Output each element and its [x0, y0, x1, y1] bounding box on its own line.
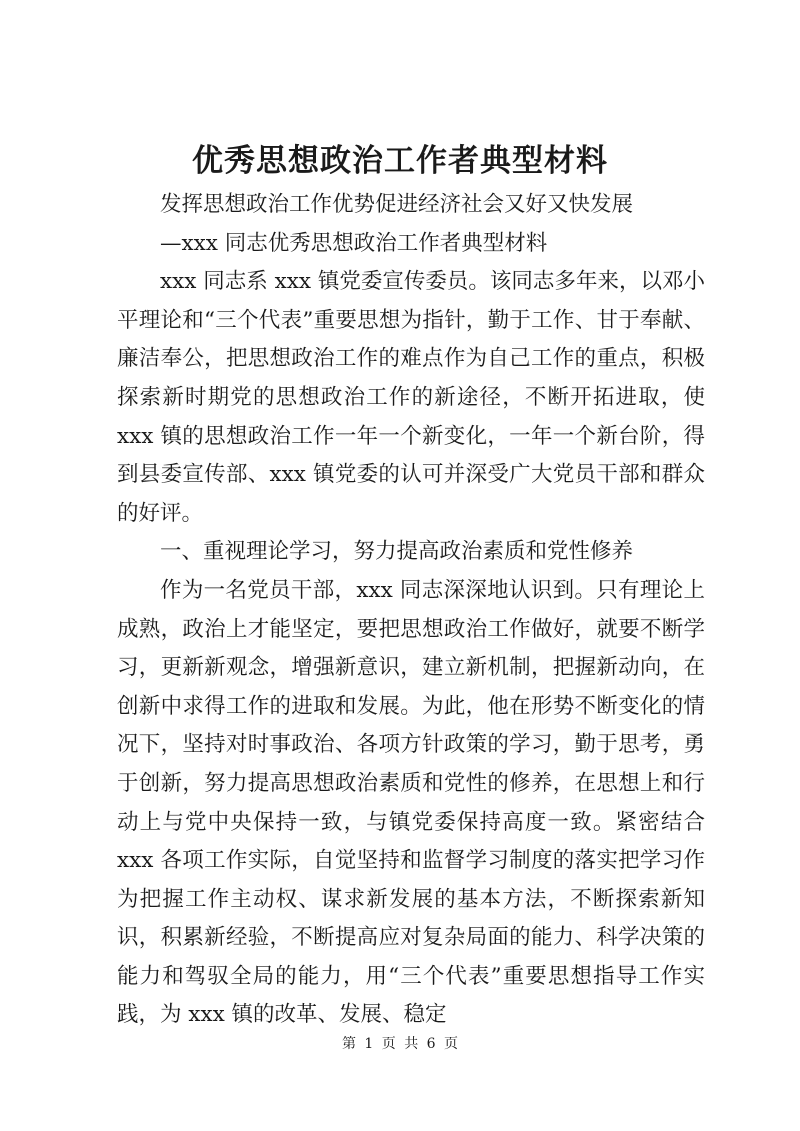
subtitle-line: 发挥思想政治工作优势促进经济社会又好又快发展 [160, 192, 634, 217]
page-footer: 第 1 页 共 6 页 [341, 1036, 459, 1052]
document-title: 优秀思想政治工作者典型材料 [192, 143, 608, 179]
document-body [117, 186, 705, 1035]
body-paragraph: 作为一名党员干部，xxx 同志深深地认识到。只有理论上成熟，政治上才能坚定，要把思想政治工作做好，就要不断学习，更新新观念，增强新意识，建立新机制，把握新动向，在创新中求得工作的进取和发展。为此，他在形势不断变化的情况下，坚持对时事政治、各项方针政策的学习，勤于思考，勇于创新，努力提高思想政治素质和党性的修养，在思想上和行动上与党中央保持一致，与镇党委保持高度一致。紧密结合 xxx 各项工作实际，自觉坚持和监督学习制度的落实把学习作为把握工作主动权、谋求新发展的基本方法，不断探索新知识，积累新经验，不断提高应对复杂局面的能力、科学决策的能力和驾驭全局的能力，用“三个代表”重要思想指导工作实践，为 xxx 镇的改革、发展、稳定 [117, 577, 705, 1028]
intro-paragraph: xxx 同志系 xxx 镇党委宣传委员。该同志多年来，以邓小平理论和“三个代表”重要思想为指针，勤于工作、甘于奉献、廉洁奉公，把思想政治工作的难点作为自己工作的重点，积极探索新时期党的思想政治工作的新途径，不断开拓进取，使 xxx 镇的思想政治工作一年一个新变化，一年一个新台阶，得到县委宣传部、xxx 镇党委的认可并深受广大党员干部和群众的好评。 [117, 269, 705, 526]
subtitle-dash-line: —xxx 同志优秀思想政治工作者典型材料 [160, 230, 548, 256]
section-heading: 一、重视理论学习，努力提高政治素质和党性修养 [160, 539, 634, 565]
